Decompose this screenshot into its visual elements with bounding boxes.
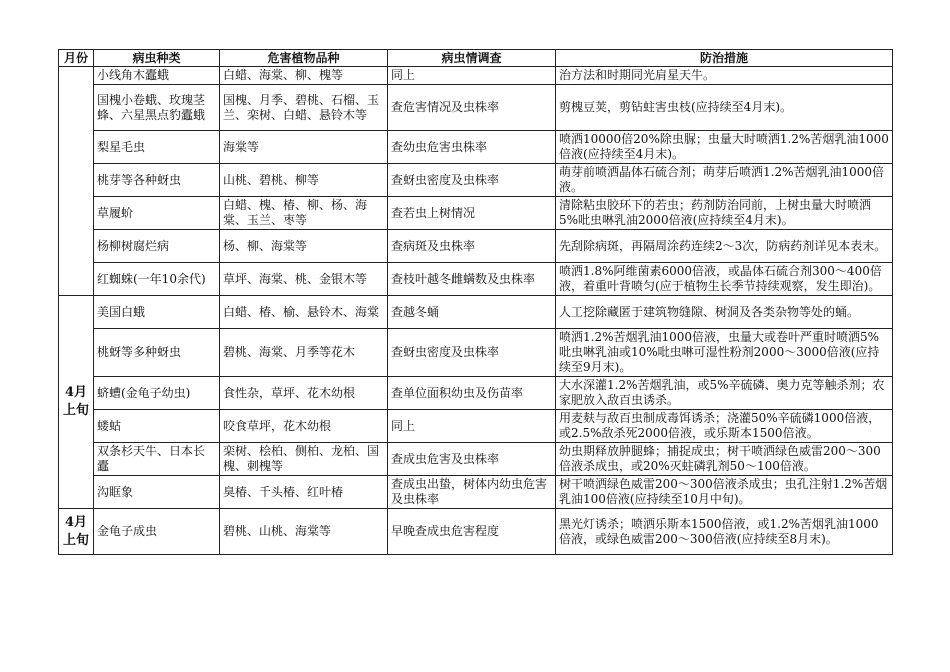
- header-plants: 危害植物品种: [220, 50, 388, 67]
- month-cell: [59, 509, 94, 555]
- control-cell: 幼虫期释放肿腿蜂；捕捉成虫；树干喷洒绿色威雷200～300倍液杀成虫，或20%灭蛀磷乳剂50～100倍液。: [556, 443, 893, 476]
- pest-cell: 美国白蛾: [94, 296, 220, 329]
- header-month: 月份: [59, 50, 94, 67]
- control-cell: 人工挖除藏匿于建筑物缝隙、树洞及各类杂物等处的蛹。: [556, 296, 893, 329]
- control-cell: 萌芽前喷洒晶体石硫合剂；萌芽后喷洒1.2%苦烟乳油1000倍液。: [556, 164, 893, 197]
- pest-cell: 杨柳树腐烂病: [94, 230, 220, 263]
- pest-cell: 红蜘蛛(一年10余代): [94, 263, 220, 296]
- plants-cell: 山桃、碧桃、柳等: [220, 164, 388, 197]
- survey-cell: 查成虫危害及虫株率: [388, 443, 556, 476]
- month-label: 上旬: [62, 532, 89, 548]
- month-label: 上旬: [62, 403, 89, 418]
- table-row: [59, 296, 893, 329]
- plants-cell: 碧桃、山桃、海棠等: [220, 509, 388, 555]
- control-cell: 树干喷洒绿色威雷200～300倍液杀成虫；虫孔注射1.2%苦烟乳油100倍液(应持续至10月中旬)。: [556, 476, 893, 509]
- table-row: [59, 164, 893, 197]
- plants-cell: 海棠等: [220, 131, 388, 164]
- pest-cell: 桃蚜等多种蚜虫: [94, 329, 220, 377]
- pest-control-table: [58, 49, 893, 555]
- survey-cell: 查枝叶越冬雌螨数及虫株率: [388, 263, 556, 296]
- pest-cell: 蛴螬(金龟子幼虫): [94, 377, 220, 410]
- table-row: [59, 377, 893, 410]
- table-row: [59, 509, 893, 555]
- plants-cell: 白蜡、海棠、柳、槐等: [220, 67, 388, 85]
- control-cell: 黑光灯诱杀；喷洒乐斯本1500倍液，或1.2%苦烟乳油1000倍液，或绿色威雷200～300倍液(应持续至8月末)。: [556, 509, 893, 555]
- table-row: [59, 476, 893, 509]
- control-cell: 大水深灌1.2%苦烟乳油，或5%辛硫磷、奥力克等触杀剂；农家肥放入敌百虫诱杀。: [556, 377, 893, 410]
- pest-cell: 小线角木蠹蛾: [94, 67, 220, 85]
- plants-cell: 碧桃、海棠、月季等花木: [220, 329, 388, 377]
- plants-cell: 国槐、月季、碧桃、石榴、玉兰、栾树、白蜡、悬铃木等: [220, 85, 388, 131]
- pest-cell: 双条杉天牛、日本长蠹: [94, 443, 220, 476]
- survey-cell: 查蚜虫密度及虫株率: [388, 329, 556, 377]
- survey-cell: 查若虫上树情况: [388, 197, 556, 230]
- month-cell: [59, 296, 94, 509]
- pest-cell: 草履蚧: [94, 197, 220, 230]
- survey-cell: 查蚜虫密度及虫株率: [388, 164, 556, 197]
- table-row: [59, 67, 893, 85]
- header-control: 防治措施: [556, 50, 893, 67]
- month-cell: [59, 67, 94, 296]
- plants-cell: 臭椿、千头椿、红叶椿: [220, 476, 388, 509]
- table-row: [59, 443, 893, 476]
- table-row: [59, 197, 893, 230]
- control-cell: 喷洒1.2%苦烟乳油1000倍液，虫量大或卷叶严重时喷洒5%吡虫啉乳油或10%吡虫啉可湿性粉剂2000～3000倍液(应持续至9月末)。: [556, 329, 893, 377]
- plants-cell: 白蜡、椿、榆、悬铃木、海棠: [220, 296, 388, 329]
- control-cell: 喷洒1.8%阿维菌素6000倍液，或晶体石硫合剂300～400倍液，着重叶背喷匀(应于植物生长季节持续观察，发生即治)。: [556, 263, 893, 296]
- survey-cell: 查成虫出蛰，树体内幼虫危害及虫株率: [388, 476, 556, 509]
- header-survey: 病虫情调查: [388, 50, 556, 67]
- plants-cell: 白蜡、槐、椿、柳、杨、海棠、玉兰、枣等: [220, 197, 388, 230]
- header-row: [59, 50, 893, 67]
- pest-cell: 国槐小卷蛾、玫瑰茎蜂、六星黑点豹蠹蛾: [94, 85, 220, 131]
- table-row: [59, 230, 893, 263]
- plants-cell: 草坪、海棠、桃、金银木等: [220, 263, 388, 296]
- survey-cell: 早晚查成虫危害程度: [388, 509, 556, 555]
- control-cell: 清除粘虫胶环下的若虫；药剂防治同前，上树虫量大时喷洒5%吡虫啉乳油2000倍液(应持续至4月末)。: [556, 197, 893, 230]
- plants-cell: 栾树、桧柏、侧柏、龙柏、国槐、刺槐等: [220, 443, 388, 476]
- plants-cell: 咬食草坪，花木幼根: [220, 410, 388, 443]
- table-row: [59, 263, 893, 296]
- pest-cell: 沟眶象: [94, 476, 220, 509]
- control-cell: 先刮除病斑，再隔周涂药连续2～3次，防病药剂详见本表末。: [556, 230, 893, 263]
- survey-cell: 查越冬蛹: [388, 296, 556, 329]
- table-row: [59, 85, 893, 131]
- control-cell: 用麦麸与敌百虫制成毒饵诱杀；浇灌50%辛硫磷1000倍液，或2.5%敌杀死2000倍液，或乐斯本1500倍液。: [556, 410, 893, 443]
- control-cell: 剪槐豆荚，剪钻蛀害虫枝(应持续至4月末)。: [556, 85, 893, 131]
- month-label: 4月: [64, 514, 88, 530]
- survey-cell: 查幼虫危害虫株率: [388, 131, 556, 164]
- header-pest: 病虫种类: [94, 50, 220, 67]
- plants-cell: 食性杂，草坪、花木幼根: [220, 377, 388, 410]
- table-row: [59, 410, 893, 443]
- survey-cell: 同上: [388, 410, 556, 443]
- pest-cell: 桃芽等各种蚜虫: [94, 164, 220, 197]
- month-label: 4月: [64, 385, 88, 400]
- pest-cell: 蝼蛄: [94, 410, 220, 443]
- pest-cell: 梨星毛虫: [94, 131, 220, 164]
- survey-cell: 查病斑及虫株率: [388, 230, 556, 263]
- survey-cell: 同上: [388, 67, 556, 85]
- survey-cell: 查单位面积幼虫及伤苗率: [388, 377, 556, 410]
- table-row: [59, 131, 893, 164]
- survey-cell: 查危害情况及虫株率: [388, 85, 556, 131]
- control-cell: 喷洒10000倍20%除虫脲；虫量大时喷洒1.2%苦烟乳油1000倍液(应持续至4月末)。: [556, 131, 893, 164]
- control-cell: 治方法和时期同光肩星天牛。: [556, 67, 893, 85]
- pest-cell: 金龟子成虫: [94, 509, 220, 555]
- table-row: [59, 329, 893, 377]
- plants-cell: 杨、柳、海棠等: [220, 230, 388, 263]
